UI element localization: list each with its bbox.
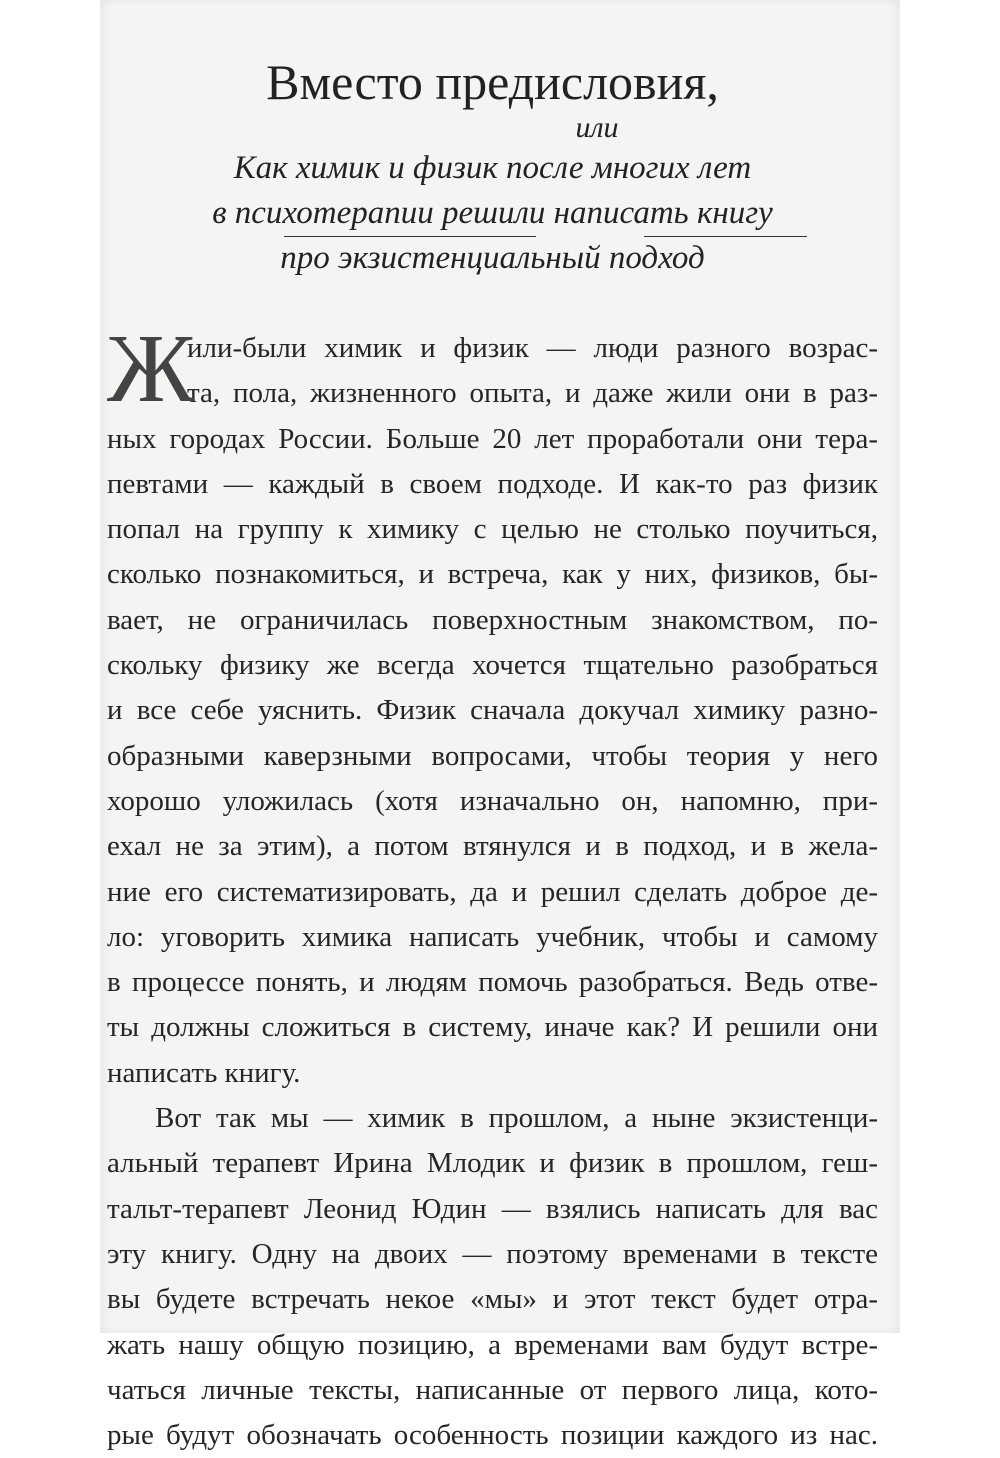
text-line: чаться личные тексты, написанные от первого лица, кото- (107, 1373, 878, 1406)
subtitle-line: в психотерапии решили написать книгу (212, 195, 773, 231)
text-line: жать нашу общую позицию, а временами вам будут встре- (107, 1328, 878, 1361)
subtitle-line: Как химик и физик после многих лет (233, 150, 752, 186)
text-line: или-были химик и физик — люди разного возрас- (187, 332, 878, 364)
chapter-title: Вместо предисловия, (266, 54, 719, 110)
text-line: ние его систематизировать, да и решил сделать доброе де- (107, 875, 878, 908)
chapter-subtitle (107, 146, 878, 281)
text-line: попал на группу к химику с целью не столько поучиться, (107, 513, 878, 546)
text-line: образными каверзными вопросами, чтобы теория у него (107, 739, 878, 772)
text-line: в процессе понять, и людям помочь разобраться. Ведь отве- (107, 966, 878, 999)
text-line: написать книгу. (107, 1056, 301, 1089)
paragraph (107, 326, 878, 1096)
text-line: скольку физику же всегда хочется тщательно разобраться (107, 649, 878, 682)
text-line: та, пола, жизненного опыта, и даже жили они в раз- (187, 377, 878, 410)
text-line: рые будут обозначать особенность позиции каждого из нас. (107, 1419, 878, 1452)
text-line: тальт-терапевт Леонид Юдин — взялись написать для вас (107, 1192, 878, 1225)
text-line: вает, не ограничилась поверхностным знакомством, по- (107, 603, 878, 636)
subtitle-line: про экзистенциальный подход (280, 240, 705, 276)
text-line: ло: уговорить химика написать учебник, чтобы и самому (107, 920, 878, 953)
text-line: хорошо уложилась (хотя изначально он, напомню, при- (107, 784, 878, 817)
text-line: вы будете встречать некое «мы» и этот текст будет отра- (107, 1283, 878, 1316)
body-text (107, 315, 878, 1458)
text-line: Вот так мы — химик в прошлом, а ныне экзистенци- (155, 1102, 878, 1135)
text-line: альный терапевт Ирина Млодик и физик в прошлом, геш- (107, 1147, 878, 1180)
text-line: сколько познакомиться, и встреча, как у них, физиков, бы- (107, 558, 878, 591)
text-line: ных городах России. Больше 20 лет проработали они тера- (107, 422, 878, 455)
text-line: эту книгу. Одну на двоих — поэтому временами в тексте (107, 1237, 878, 1270)
text-line: ты должны сложиться в систему, иначе как? И решили они (107, 1011, 878, 1044)
drop-cap: Ж (107, 315, 195, 423)
text-line: певтами — каждый в своем подходе. И как-то раз физик (107, 467, 878, 500)
text-line: и все себе уяснить. Физик сначала докучал химику разно- (107, 694, 878, 727)
title-separator (107, 108, 878, 148)
paragraph (107, 1096, 878, 1458)
separator-word: или (575, 111, 619, 144)
text-line: ехал не за этим), а потом втянулся и в подход, и в жела- (107, 830, 878, 863)
